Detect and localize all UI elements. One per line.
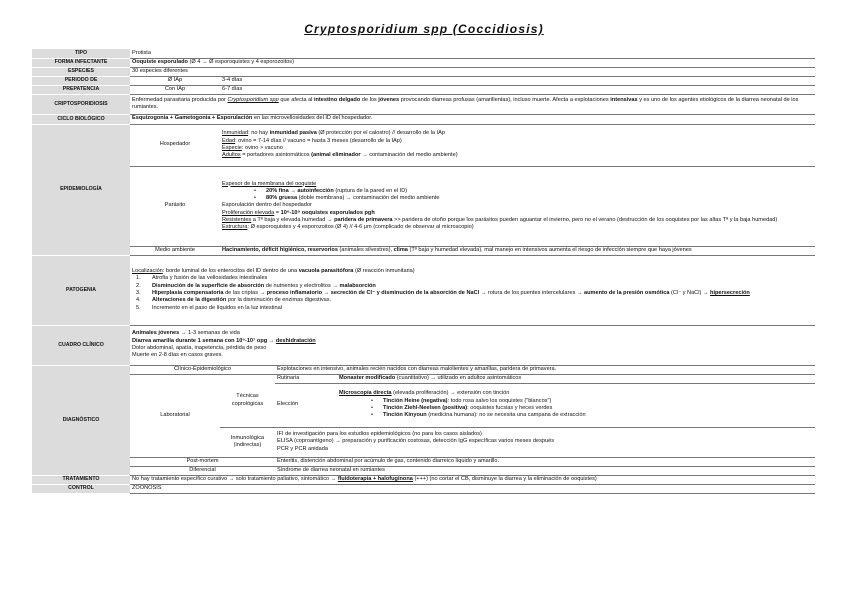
value-forma: Ooquiste esporulado (Ø 4 → Ø esporoquistes y 4 esporozoitos): [130, 58, 815, 67]
sublabel-rutinaria: Rutinaria: [275, 374, 337, 383]
label-periodo: PERIODO DE: [32, 76, 130, 85]
label-epidemiologia: EPIDEMIOLOGÍA: [32, 124, 130, 255]
row-periodo: [32, 76, 815, 85]
control-content: ZOONOSIS: [130, 484, 815, 493]
label-patogenia: PATOGENIA: [32, 255, 130, 325]
label-tipo: TIPO: [32, 49, 130, 58]
row-diag-clinico: [32, 365, 815, 374]
inmunologica-content: IFI de investigación para los estudios epidemiológicos (no para los casos aislados) ELISA (coproantígeno) → preparación y purificación costosas, detección IgG específicas varios meses después PCR y PCR anidada: [275, 427, 815, 457]
list-item: 3. Hiperplasia compensatoria de las criptas → proceso inflamatorio → secreción de Cl⁻ y disminución de la absorción de NaCl → rotura de los puentes intercelulares → aumento de la presión osmótica (Cl⁻ y NaCl) → hipersecreción: [136, 290, 750, 296]
row-tratamiento: [32, 475, 815, 484]
list-item: • Tinción Kinyoun (medicina humana): no se necesita una campana de extracción: [339, 412, 813, 419]
diferencial-content: Síndrome de diarrea neonatal en rumiantes: [275, 466, 815, 475]
label-especies: ESPECIES: [32, 67, 130, 76]
label-forma: FORMA INFECTANTE: [32, 58, 130, 67]
list-item: 2. Disminución de la superficie de absorción de nutrientes y electrolitos → malabsorción: [136, 282, 376, 289]
page-title: Cryptosporidium spp (Coccidiosis): [304, 22, 544, 36]
medio-content: Hacinamiento, déficit higiénico, reservorios (animales silvestres), clima (Tª baja y humedad elevada), mal manejo en intensivos aumenta el riesgo de infección siempre que haya jóvenes: [220, 246, 815, 255]
list-item: • 80% gruesa (doble membrana) → contaminación del medio ambiente: [222, 195, 813, 202]
sublabel-parasito: Parásito: [130, 166, 220, 246]
prepatencia-a: Con IAp: [130, 85, 220, 94]
row-ciclo: [32, 114, 815, 124]
label-control: CONTROL: [32, 484, 130, 493]
patogenia-content: Localización: borde luminal de los enterocitos del ID dentro de una vacuola parasitófora (Ø reacción inmunitaria) 1. Atrofia y fusión de las vellosidades intestinales 2. Disminución de la superficie de absorción de nutrientes y electrolitos → malabsorción 3. Hiperplasia compensatoria de las criptas → proceso inflamatorio → secreción de Cl⁻ y disminución de la absorción de NaCl → rotura de los puentes intercelulares → aumento de la presión osmótica (Cl⁻ y NaCl) → hipersecreción 4. Alteraciones de la digestión por la disminución de enzimas digestivas. 5. Incremento en el paso de líquidos en la luz intestinal: [130, 255, 815, 325]
row-control: [32, 484, 815, 493]
row-medio-ambiente: [32, 246, 815, 255]
postmortem-content: Enteritis, distención abdominal por acúmulo de gas, contenido diarreico líquido y amarillo.: [275, 457, 815, 466]
row-forma: [32, 58, 815, 67]
row-diag-postmortem: [32, 457, 815, 466]
periodo-a: Ø IAp: [130, 76, 220, 85]
value-criptosporidiosis: Enfermedad parasitaria producida por Cryptosporidium spp que afecta al intestino delgado de los jóvenes provocando diarreas profusas (amarillentas), incluso muerte. Afecta a explotaciones intensivas y es uno de los agentes etiológicos de la diarrea neonatal de los rumiantes.: [130, 94, 815, 114]
periodo-b: 3-4 días: [220, 76, 815, 85]
row-tipo: [32, 49, 815, 58]
list-item: 5. Incremento en el paso de líquidos en la luz intestinal: [136, 304, 282, 311]
sublabel-eleccion: Elección: [275, 383, 337, 427]
value-especies: 30 especies diferentes: [130, 67, 815, 76]
row-diag-diferencial: [32, 466, 815, 475]
list-item: 4. Alteraciones de la digestión por la disminución de enzimas digestivas.: [136, 297, 332, 304]
list-item: • Tinción Ziehl-Neelsen (positiva): ooquistes fucsias y heces verdes: [339, 405, 813, 412]
value-ciclo: Esquizogonia + Gametogonia + Esporulación en las microvellosidades del ID del hospedador.: [130, 114, 815, 124]
label-prepatencia: PREPATENCIA: [32, 85, 130, 94]
sublabel-laboratorial: Laboratorial: [130, 374, 220, 457]
eleccion-content: Microscopía directa (elevada proliferación) → extensión con tinción • Tinción Heine (negativa): todo rosa salvo los ooquistes ("blancos") • Tinción Ziehl-Neelsen (positiva): ooquistes fucsias y heces verdes • Tinción Kinyoun (medicina humana): no se necesita una campana de extracción: [337, 383, 815, 427]
summary-table: [32, 49, 815, 494]
rutinaria-content: Monaster modificado (cuantitativo) → utilizado en adultos asintomáticos: [337, 374, 815, 383]
sublabel-clinico: Clínico-Epidemiológico: [130, 365, 275, 374]
prepatencia-b: 6-7 días: [220, 85, 815, 94]
sublabel-postmortem: Post-mortem: [130, 457, 275, 466]
row-cuadro-clinico: [32, 325, 815, 365]
row-patogenia: [32, 255, 815, 325]
label-criptosporidiosis: CRIPTOSPORIDIOSIS: [32, 94, 130, 114]
list-item: 1. Atrofia y fusión de las vellosidades intestinales: [136, 275, 268, 282]
row-hospedador: [32, 124, 815, 166]
sublabel-hospedador: Hospedador: [130, 124, 220, 166]
row-parasito: [32, 166, 815, 246]
value-tipo: Protista: [130, 49, 815, 58]
row-criptosporidiosis: [32, 94, 815, 114]
label-tratamiento: TRATAMIENTO: [32, 475, 130, 484]
label-cuadro-clinico: CUADRO CLÍNICO: [32, 325, 130, 365]
label-ciclo: CICLO BIOLÓGICO: [32, 114, 130, 124]
tratamiento-content: No hay tratamiento específico curativo → solo tratamiento paliativo, sintomático → fluidoterapia + halofuginona (+++) (no cortar el CB, disminuye la diarrea y la eliminación de ooquistes): [130, 475, 815, 484]
list-item: • 20% fina → autoinfección (ruptura de la pared en el ID): [222, 188, 813, 195]
row-diag-rutina: [32, 374, 815, 383]
list-item: • Tinción Heine (negativa): todo rosa salvo los ooquistes ("blancos"): [339, 398, 813, 405]
parasito-content: Espesor de la membrana del ooquiste • 20% fina → autoinfección (ruptura de la pared en el ID) • 80% gruesa (doble membrana) → contaminación del medio ambiente Esporulación dentro del hospedador Proliferación elevada = 10⁶-10⁹ ooquistes esporulados pgh Resistentes a Tª baja y elevada humedad → paridera de primavera >> paridera de otoño porque los parásitos pueden aguantar el invierno, pero no el verano (destrucción de los ooquistes por las altas Tª y la baja humedad) Estructura: Ø esporoquistes y 4 esporozoitos (Ø 4) // 4-6 μm (complicado de observar al microscopio): [220, 166, 815, 246]
cuadro-content: Animales jóvenes → 1-3 semanas de vida Diarrea amarilla durante 1 semana con 10⁶-10⁷ opg → deshidratación Dolor abdominal, apatía, inapetencia, pérdida de peso Muerte en 2-8 días en casos graves.: [130, 325, 815, 365]
clinico-content: Explotaciones en intensivo, animales recién nacidos con diarreas malolientes y amarillas, paridera de primavera.: [275, 365, 815, 374]
row-prepatencia: [32, 85, 815, 94]
sublabel-inmunologica: Inmunológica (indirectas): [220, 427, 275, 457]
sublabel-medio: Medio ambiente: [130, 246, 220, 255]
hospedador-content: Inmunidad: no hay inmunidad pasiva (Ø protección por el calostro) // desarrollo de la IAp Edad: ovino = 7-14 días // vacuno = hasta 3 meses (desarrollo de la IAp) Especie: ovino > vacuno Adultos = portadores asintomáticos (animal eliminador → contaminación del medio ambiente): [220, 124, 815, 166]
label-diagnostico: DIAGNÓSTICO: [32, 365, 130, 475]
row-especies: [32, 67, 815, 76]
sublabel-diferencial: Diferencial: [130, 466, 275, 475]
sublabel-coprologicas: Técnicas coprológicas: [220, 374, 275, 427]
